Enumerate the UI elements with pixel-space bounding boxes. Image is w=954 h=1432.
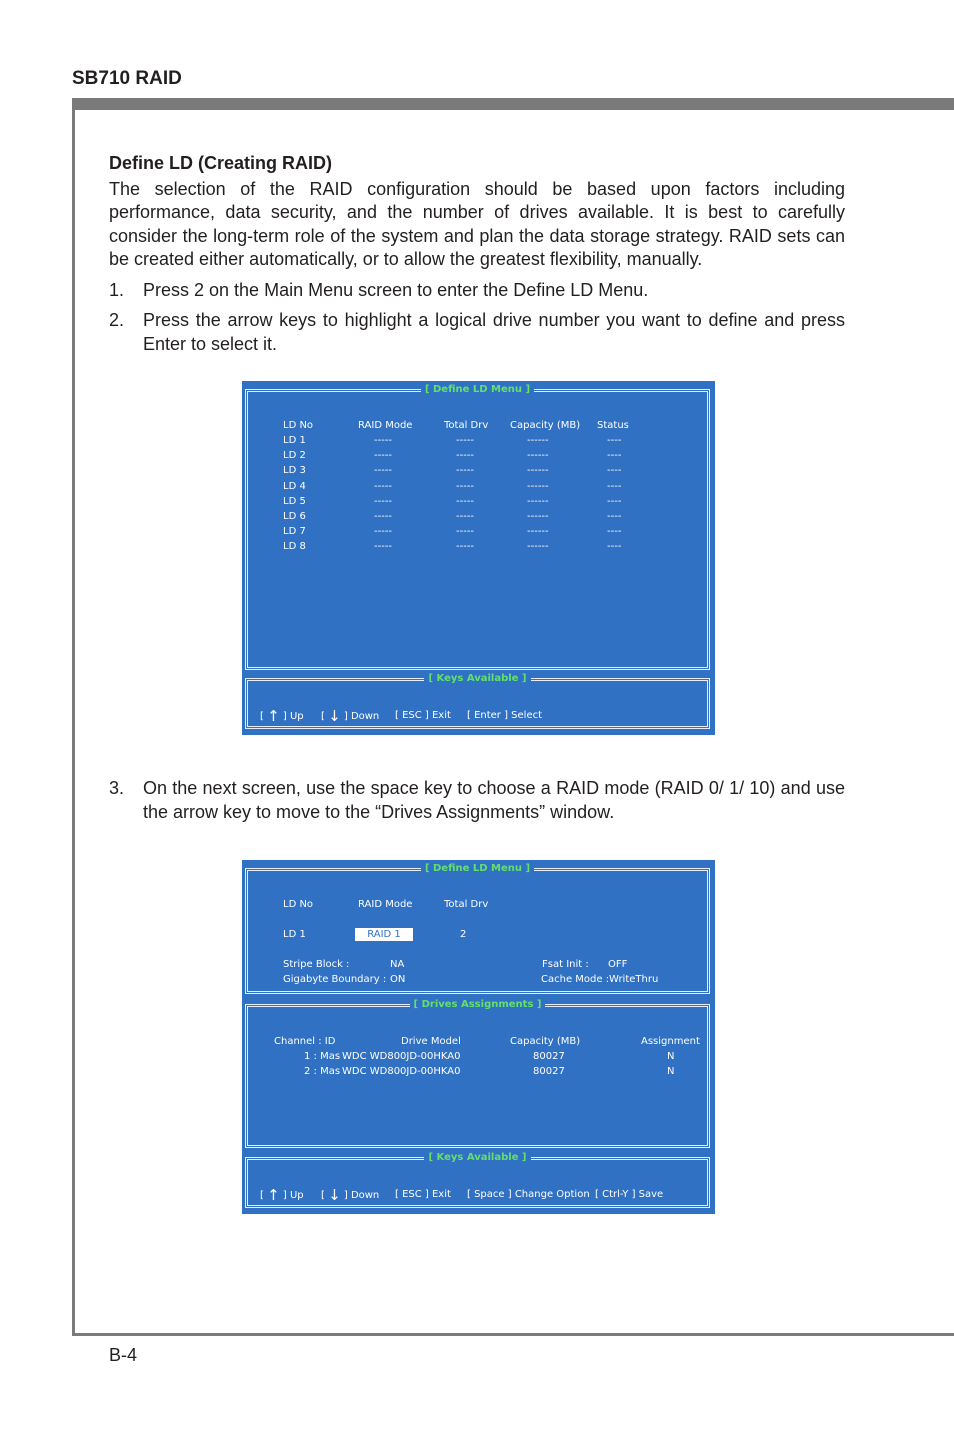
keys-panel bbox=[245, 673, 710, 729]
ld-row-cell: ----- bbox=[456, 526, 475, 538]
fsat-init-value[interactable]: OFF bbox=[608, 959, 628, 970]
ld-row-cell: ---- bbox=[607, 511, 622, 522]
step-text: Press the arrow keys to highlight a logical drive number you want to define and press Enter to select it. bbox=[143, 310, 845, 354]
panel-title: [ Define LD Menu ] bbox=[248, 862, 707, 876]
col-header-raid-mode: RAID Mode bbox=[358, 899, 413, 910]
step-text: Press 2 on the Main Menu screen to enter the Define LD Menu. bbox=[143, 279, 649, 300]
ld-row-label[interactable]: LD 7 bbox=[283, 526, 306, 538]
panel-title: [ Keys Available ] bbox=[248, 672, 707, 686]
ld-row-cell: ----- bbox=[456, 450, 475, 462]
body-text-step3 bbox=[109, 777, 845, 824]
total-drv-value: 2 bbox=[460, 929, 467, 940]
ld-row-cell: ----- bbox=[456, 511, 475, 522]
panel-title: [ Drives Assignments ] bbox=[248, 998, 707, 1012]
intro-paragraph: The selection of the RAID configuration should be based upon factors including performance, data security, and the number of drives available. It is best to carefully consider the long-term role of the system and plan the data storage strategy. RAID sets can be created either automatically, or to allow the greatest flexibility, manually. bbox=[109, 178, 845, 269]
ld-row-cell: ----- bbox=[456, 465, 475, 477]
ld-row-cell: ----- bbox=[374, 450, 393, 462]
key-space: [ Space ] Change Option bbox=[467, 1189, 590, 1200]
step-1 bbox=[109, 279, 845, 303]
up-arrow-icon: ↑ bbox=[267, 1186, 280, 1204]
ld-row-label[interactable]: LD 2 bbox=[283, 450, 306, 462]
subheading: Define LD (Creating RAID) bbox=[109, 153, 333, 173]
ld-row-cell: ------ bbox=[527, 541, 549, 553]
bottom-rule bbox=[72, 1333, 954, 1336]
step-text: On the next screen, use the space key to choose a RAID mode (RAID 0/ 1/ 10) and use the arrow key to move to the “Drives Assignments” window. bbox=[143, 778, 845, 822]
define-ld-panel bbox=[245, 863, 710, 994]
key-up: [ ↑ ] Up bbox=[260, 1186, 304, 1204]
down-arrow-icon: ↓ bbox=[328, 1186, 341, 1204]
ld-row-cell: ------ bbox=[527, 480, 549, 492]
left-rule bbox=[72, 98, 75, 1336]
ld-row-cell: ---- bbox=[607, 450, 622, 462]
drive-2-assignment[interactable]: N bbox=[667, 1066, 675, 1077]
gigabyte-boundary-value[interactable]: ON bbox=[390, 974, 406, 985]
stripe-block-label: Stripe Block : bbox=[283, 959, 350, 970]
drive-2-model: WDC WD800JD-00HKA0 bbox=[342, 1066, 461, 1077]
ld-row-cell: ---- bbox=[607, 495, 622, 507]
step-number: 2. bbox=[109, 310, 125, 330]
ld-row-cell: ------ bbox=[527, 435, 549, 446]
col-header-capacity: Capacity (MB) bbox=[510, 420, 581, 431]
key-down: [ ↓ ] Down bbox=[321, 1186, 380, 1204]
ld-row-cell: ----- bbox=[374, 541, 393, 553]
ld-row-cell: ----- bbox=[374, 495, 393, 507]
col-header-assignment: Assignment bbox=[641, 1036, 700, 1047]
step-number: 1. bbox=[109, 279, 125, 300]
col-header-drive-model: Drive Model bbox=[401, 1036, 461, 1047]
ld-row-cell: ------ bbox=[527, 465, 549, 477]
drive-1-channel[interactable]: 1 : Mas bbox=[304, 1051, 341, 1062]
ld-row-cell: ---- bbox=[607, 541, 622, 553]
gigabyte-boundary-label: Gigabyte Boundary : bbox=[283, 974, 387, 985]
fsat-init-label: Fsat Init : bbox=[542, 959, 589, 970]
col-header-capacity: Capacity (MB) bbox=[510, 1036, 581, 1047]
ld-row-label[interactable]: LD 8 bbox=[283, 541, 306, 553]
page-number: B-4 bbox=[109, 1345, 138, 1365]
key-esc: [ ESC ] Exit bbox=[395, 710, 451, 721]
col-header-total-drv: Total Drv bbox=[444, 420, 489, 431]
col-header-status: Status bbox=[597, 420, 629, 431]
up-arrow-icon: ↑ bbox=[267, 707, 280, 725]
ld-row-cell: ---- bbox=[607, 526, 622, 538]
ld-row-cell: ----- bbox=[374, 511, 393, 522]
header-bar bbox=[72, 98, 954, 110]
panel-title: [ Define LD Menu ] bbox=[248, 383, 707, 397]
ld-row-cell: ----- bbox=[374, 480, 393, 492]
ld-row-cell: ------ bbox=[527, 526, 549, 538]
step-2 bbox=[109, 309, 845, 356]
section-title: SB710 RAID bbox=[72, 68, 182, 89]
drive-1-model: WDC WD800JD-00HKA0 bbox=[342, 1051, 461, 1062]
ld-row-cell: ----- bbox=[456, 495, 475, 507]
col-header-raid-mode: RAID Mode bbox=[358, 420, 413, 431]
raid-mode-selector[interactable]: RAID 1 bbox=[355, 928, 413, 941]
key-save: [ Ctrl-Y ] Save bbox=[595, 1189, 664, 1200]
down-arrow-icon: ↓ bbox=[328, 707, 341, 725]
ld-row-cell: ---- bbox=[607, 465, 622, 477]
ld-row-label[interactable]: LD 3 bbox=[283, 465, 306, 477]
panel-title: [ Keys Available ] bbox=[248, 1151, 707, 1165]
ld-row-cell: ----- bbox=[374, 526, 393, 538]
define-ld-panel bbox=[245, 384, 710, 670]
ld-row-cell: ---- bbox=[607, 480, 622, 492]
bios-screen-define-ld-options bbox=[242, 860, 715, 1214]
ld-number: LD 1 bbox=[283, 929, 306, 940]
key-esc: [ ESC ] Exit bbox=[395, 1189, 451, 1200]
step-3 bbox=[109, 777, 845, 824]
drive-1-assignment[interactable]: N bbox=[667, 1051, 675, 1062]
step-number: 3. bbox=[109, 778, 125, 798]
key-down: [ ↓ ] Down bbox=[321, 707, 380, 725]
drive-1-capacity: 80027 bbox=[533, 1051, 565, 1062]
ld-row-label[interactable]: LD 5 bbox=[283, 495, 306, 507]
stripe-block-value[interactable]: NA bbox=[390, 959, 405, 970]
ld-row-cell: ----- bbox=[374, 465, 393, 477]
ld-row-cell: ------ bbox=[527, 495, 549, 507]
ld-row-cell: ----- bbox=[374, 435, 393, 446]
ld-row-cell: ---- bbox=[607, 435, 622, 446]
ld-row-cell: ----- bbox=[456, 480, 475, 492]
col-header-total-drv: Total Drv bbox=[444, 899, 489, 910]
col-header-ld-no: LD No bbox=[283, 899, 314, 910]
ld-row-cell: ----- bbox=[456, 541, 475, 553]
bios-screen-define-ld bbox=[242, 381, 715, 735]
ld-row-cell: ------ bbox=[527, 450, 549, 462]
ld-row-cell: ----- bbox=[456, 435, 475, 446]
ld-row-label[interactable]: LD 4 bbox=[283, 480, 306, 492]
drive-2-capacity: 80027 bbox=[533, 1066, 565, 1077]
body-text bbox=[109, 152, 845, 356]
ld-row-cell: ------ bbox=[527, 511, 549, 522]
drive-2-channel[interactable]: 2 : Mas bbox=[304, 1066, 341, 1077]
ld-row-label[interactable]: LD 6 bbox=[283, 511, 306, 522]
col-header-ld-no: LD No bbox=[283, 420, 314, 431]
drives-assignments-panel bbox=[245, 999, 710, 1148]
key-up: [ ↑ ] Up bbox=[260, 707, 304, 725]
keys-panel bbox=[245, 1152, 710, 1208]
ld-row-label[interactable]: LD 1 bbox=[283, 435, 306, 446]
col-header-channel: Channel : ID bbox=[274, 1036, 336, 1047]
cache-mode-label: Cache Mode : bbox=[541, 974, 610, 985]
key-enter: [ Enter ] Select bbox=[467, 710, 543, 721]
cache-mode-value[interactable]: WriteThru bbox=[609, 974, 659, 985]
